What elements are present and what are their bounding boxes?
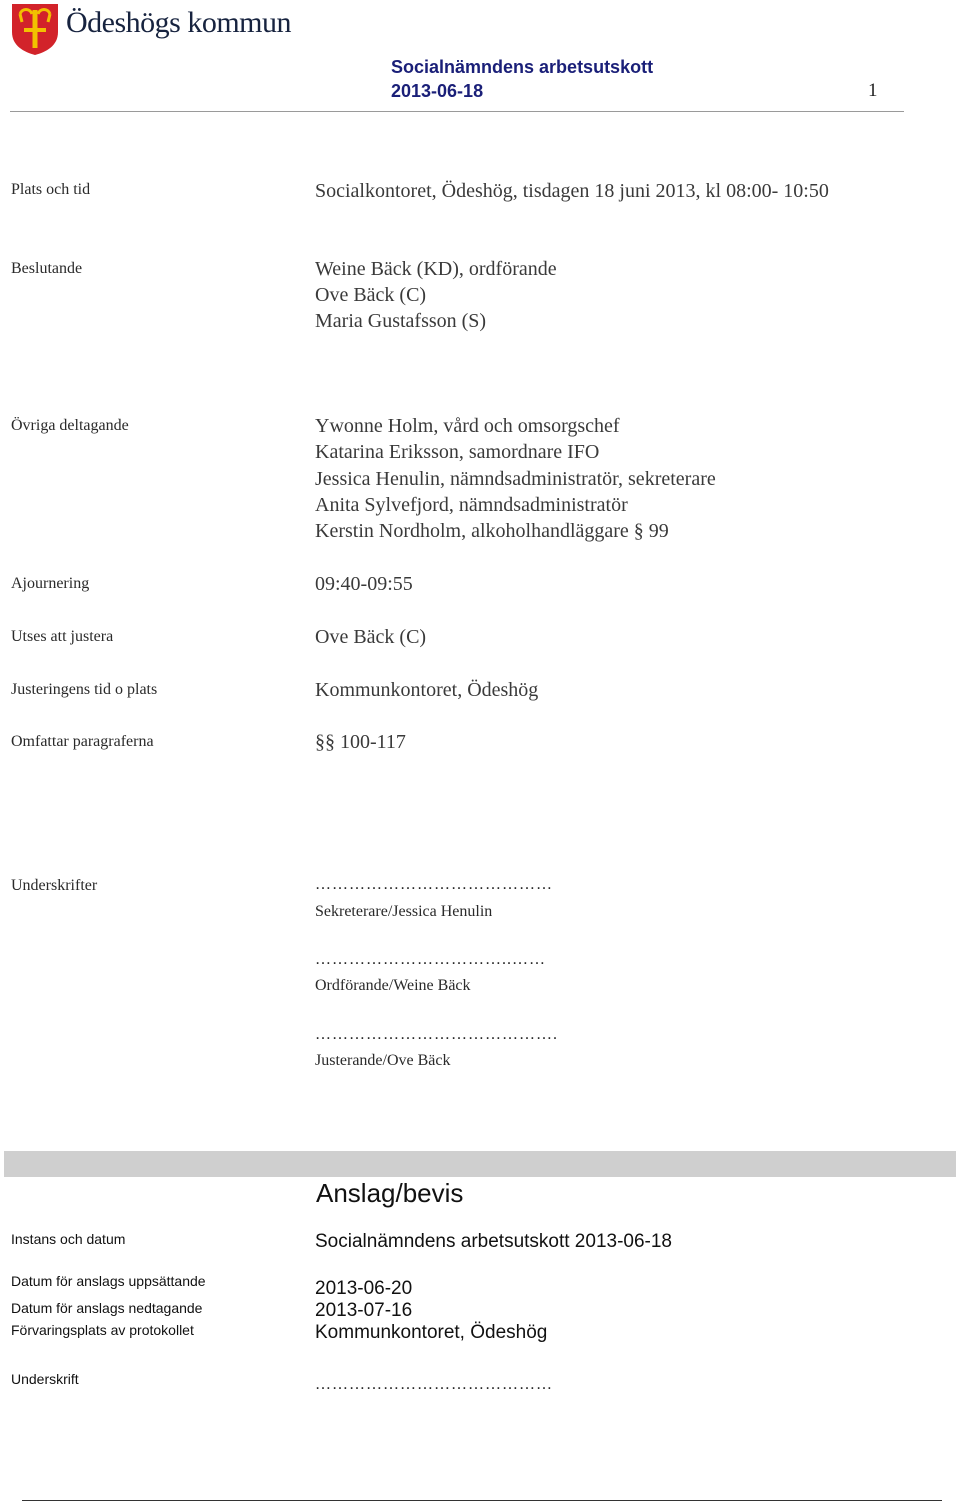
adjust-place-label: Justeringens tid o plats bbox=[11, 681, 158, 698]
removed-label: Datum för anslags nedtagande bbox=[11, 1300, 203, 1316]
organization-name: Ödeshögs kommun bbox=[66, 6, 291, 39]
signature-caption: Justerande/Ove Bäck bbox=[315, 1052, 451, 1069]
other-participant: Anita Sylvefjord, nämndsadministratör bbox=[315, 494, 628, 516]
paragraphs-label: Omfattar paragraferna bbox=[11, 733, 154, 750]
signature-line: ……………………………………. bbox=[315, 1026, 558, 1043]
signature-caption: Sekreterare/Jessica Henulin bbox=[315, 903, 493, 920]
storage-value: Kommunkontoret, Ödeshög bbox=[315, 1322, 548, 1343]
adjourn-label: Ajournering bbox=[11, 575, 90, 592]
signatures-label: Underskrifter bbox=[11, 877, 98, 894]
place-value: Socialkontoret, Ödeshög, tisdagen 18 juni 2013, kl 08:00- 10:50 bbox=[315, 180, 829, 202]
page-number: 1 bbox=[868, 80, 878, 101]
other-participant: Kerstin Nordholm, alkoholhandläggare § 99 bbox=[315, 520, 669, 542]
deciding-member: Maria Gustafsson (S) bbox=[315, 310, 487, 332]
signature-line: …………………………………… bbox=[315, 876, 553, 893]
adjuster-label: Utses att justera bbox=[11, 628, 114, 645]
signature-line: …………………………………… bbox=[315, 1376, 553, 1393]
posted-label: Datum för anslags uppsättande bbox=[11, 1273, 206, 1289]
deciding-label: Beslutande bbox=[11, 260, 83, 277]
footer-divider bbox=[22, 1500, 942, 1501]
other-participant: Jessica Henulin, nämndsadministratör, sekreterare bbox=[315, 468, 716, 490]
anslag-title: Anslag/bevis bbox=[316, 1178, 464, 1208]
coat-of-arms-icon bbox=[10, 2, 60, 56]
instance-value: Socialnämndens arbetsutskott 2013-06-18 bbox=[315, 1231, 673, 1252]
header-title: Socialnämndens arbetsutskott bbox=[391, 57, 654, 77]
signature-label: Underskrift bbox=[11, 1371, 79, 1387]
other-participant: Ywonne Holm, vård och omsorgschef bbox=[315, 415, 620, 437]
adjuster-value: Ove Bäck (C) bbox=[315, 626, 427, 648]
others-label: Övriga deltagande bbox=[11, 417, 129, 434]
other-participant: Katarina Eriksson, samordnare IFO bbox=[315, 441, 600, 463]
signature-line: ……………………………..…… bbox=[315, 951, 546, 968]
paragraphs-value: §§ 100-117 bbox=[315, 731, 406, 753]
signature-caption: Ordförande/Weine Bäck bbox=[315, 977, 471, 994]
adjourn-value: 09:40-09:55 bbox=[315, 573, 413, 595]
header-divider bbox=[10, 111, 904, 112]
place-label: Plats och tid bbox=[11, 181, 91, 198]
header-date: 2013-06-18 bbox=[391, 81, 484, 101]
deciding-member: Ove Bäck (C) bbox=[315, 284, 427, 306]
instance-label: Instans och datum bbox=[11, 1231, 126, 1247]
posted-value: 2013-06-20 bbox=[315, 1278, 413, 1299]
adjust-place-value: Kommunkontoret, Ödeshög bbox=[315, 679, 539, 701]
deciding-member: Weine Bäck (KD), ordförande bbox=[315, 258, 557, 280]
storage-label: Förvaringsplats av protokollet bbox=[11, 1322, 194, 1338]
anslag-header-bar bbox=[4, 1151, 956, 1177]
removed-value: 2013-07-16 bbox=[315, 1300, 413, 1321]
